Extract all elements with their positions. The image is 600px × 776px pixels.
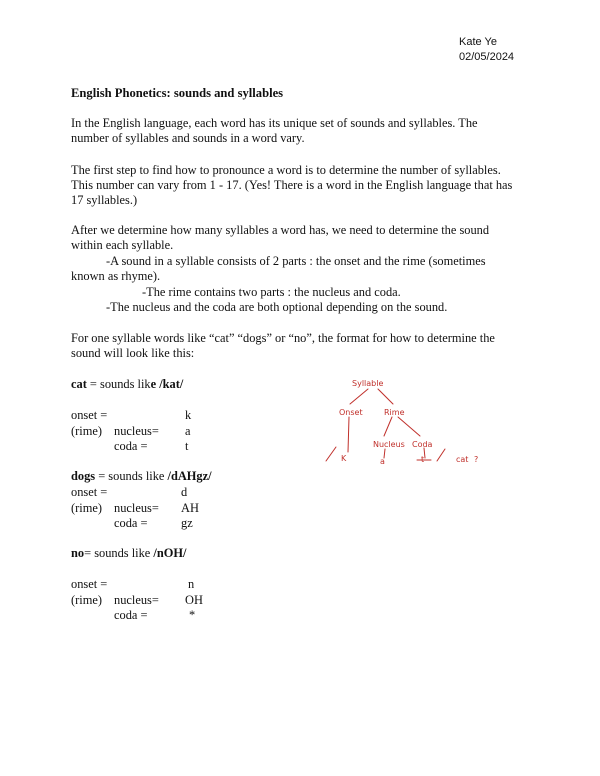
paragraph-2-line-2: This number can vary from 1 - 17. (Yes! There is a word in the English language that has (71, 178, 513, 192)
example-word: cat (71, 377, 87, 391)
bullet-1-line-1: -A sound in a syllable consists of 2 parts : the onset and the rime (sometimes (106, 254, 486, 268)
slash-mark (326, 447, 336, 461)
tree-onset-label: Onset (339, 408, 363, 417)
tree-branch-coda (398, 417, 420, 436)
coda-label: coda = (114, 516, 148, 530)
pronunciation: e /kat/ (150, 377, 184, 391)
rime-label: (rime) (71, 501, 102, 515)
coda-value: t (185, 439, 189, 453)
onset-label: onset = (71, 485, 108, 499)
tree-leaf-coda: t (421, 455, 425, 464)
coda-label: coda = (114, 439, 148, 453)
tree-branch-nucleus (384, 417, 392, 436)
author-name: Kate Ye (459, 36, 497, 48)
example-word: no (71, 546, 85, 560)
sounds-like-text: sounds like (94, 546, 154, 560)
bullet-2: -The nucleus and the coda are both optional depending on the sound. (106, 300, 448, 314)
nucleus-value: AH (181, 501, 199, 515)
tree-branch-onset (350, 389, 368, 404)
onset-value: d (181, 485, 188, 499)
tree-coda-label: Coda (412, 440, 433, 449)
tree-caption: cat (456, 455, 469, 464)
document-title: English Phonetics: sounds and syllables (71, 86, 284, 100)
rime-label: (rime) (71, 593, 102, 607)
tree-nucleus-label: Nucleus (373, 440, 405, 449)
paragraph-1-line-2: number of syllables and sounds in a word vary. (71, 131, 305, 145)
tree-rime-label: Rime (384, 408, 405, 417)
equals: = (86, 377, 101, 391)
bullet-1-sub: -The rime contains two parts : the nucleus and coda. (142, 285, 401, 299)
document-date: 02/05/2024 (459, 51, 515, 63)
paragraph-3-line-2: within each syllable. (71, 238, 174, 252)
nucleus-value: OH (185, 593, 203, 607)
bullet-1-line-2: known as rhyme). (71, 269, 161, 283)
tree-branch-onset-leaf (348, 417, 349, 452)
paragraph-3-line-1: After we determine how many syllables a word has, we need to determine the sound (71, 223, 490, 237)
equals: = (84, 546, 95, 560)
example-word: dogs (71, 469, 96, 483)
tree-branch-coda-leaf (424, 448, 425, 458)
pronunciation: /nOH/ (153, 546, 187, 560)
slash-mark (437, 449, 445, 461)
onset-value: k (185, 408, 192, 422)
paragraph-2-line-1: The first step to find how to pronounce a word is to determine the number of syllables. (71, 163, 501, 177)
coda-value: * (189, 608, 196, 622)
rime-label: (rime) (71, 424, 102, 438)
equals: = (95, 469, 109, 483)
question-mark: ? (474, 455, 479, 464)
paragraph-4-line-1: For one syllable words like “cat” “dogs” or “no”, the format for how to determine the (71, 331, 495, 345)
coda-value: gz (181, 516, 193, 530)
nucleus-label: nucleus= (114, 593, 159, 607)
tree-leaf-nucleus: a (380, 457, 385, 466)
paragraph-1-line-1: In the English language, each word has its unique set of sounds and syllables. The (71, 116, 478, 130)
sounds-like-text: sounds lik (100, 377, 151, 391)
nucleus-label: nucleus= (114, 424, 159, 438)
sounds-like-text: sounds like (108, 469, 168, 483)
paragraph-2-line-3: 17 syllables.) (71, 193, 138, 207)
onset-label: onset = (71, 408, 108, 422)
coda-label: coda = (114, 608, 148, 622)
tree-root-label: Syllable (352, 379, 384, 388)
onset-value: n (188, 577, 195, 591)
onset-label: onset = (71, 577, 108, 591)
nucleus-label: nucleus= (114, 501, 159, 515)
tree-branch-rime (378, 389, 393, 404)
nucleus-value: a (185, 424, 191, 438)
pronunciation: /dAHgz/ (167, 469, 212, 483)
paragraph-4-line-2: sound will look like this: (71, 346, 195, 360)
tree-leaf-onset: K (341, 454, 347, 463)
